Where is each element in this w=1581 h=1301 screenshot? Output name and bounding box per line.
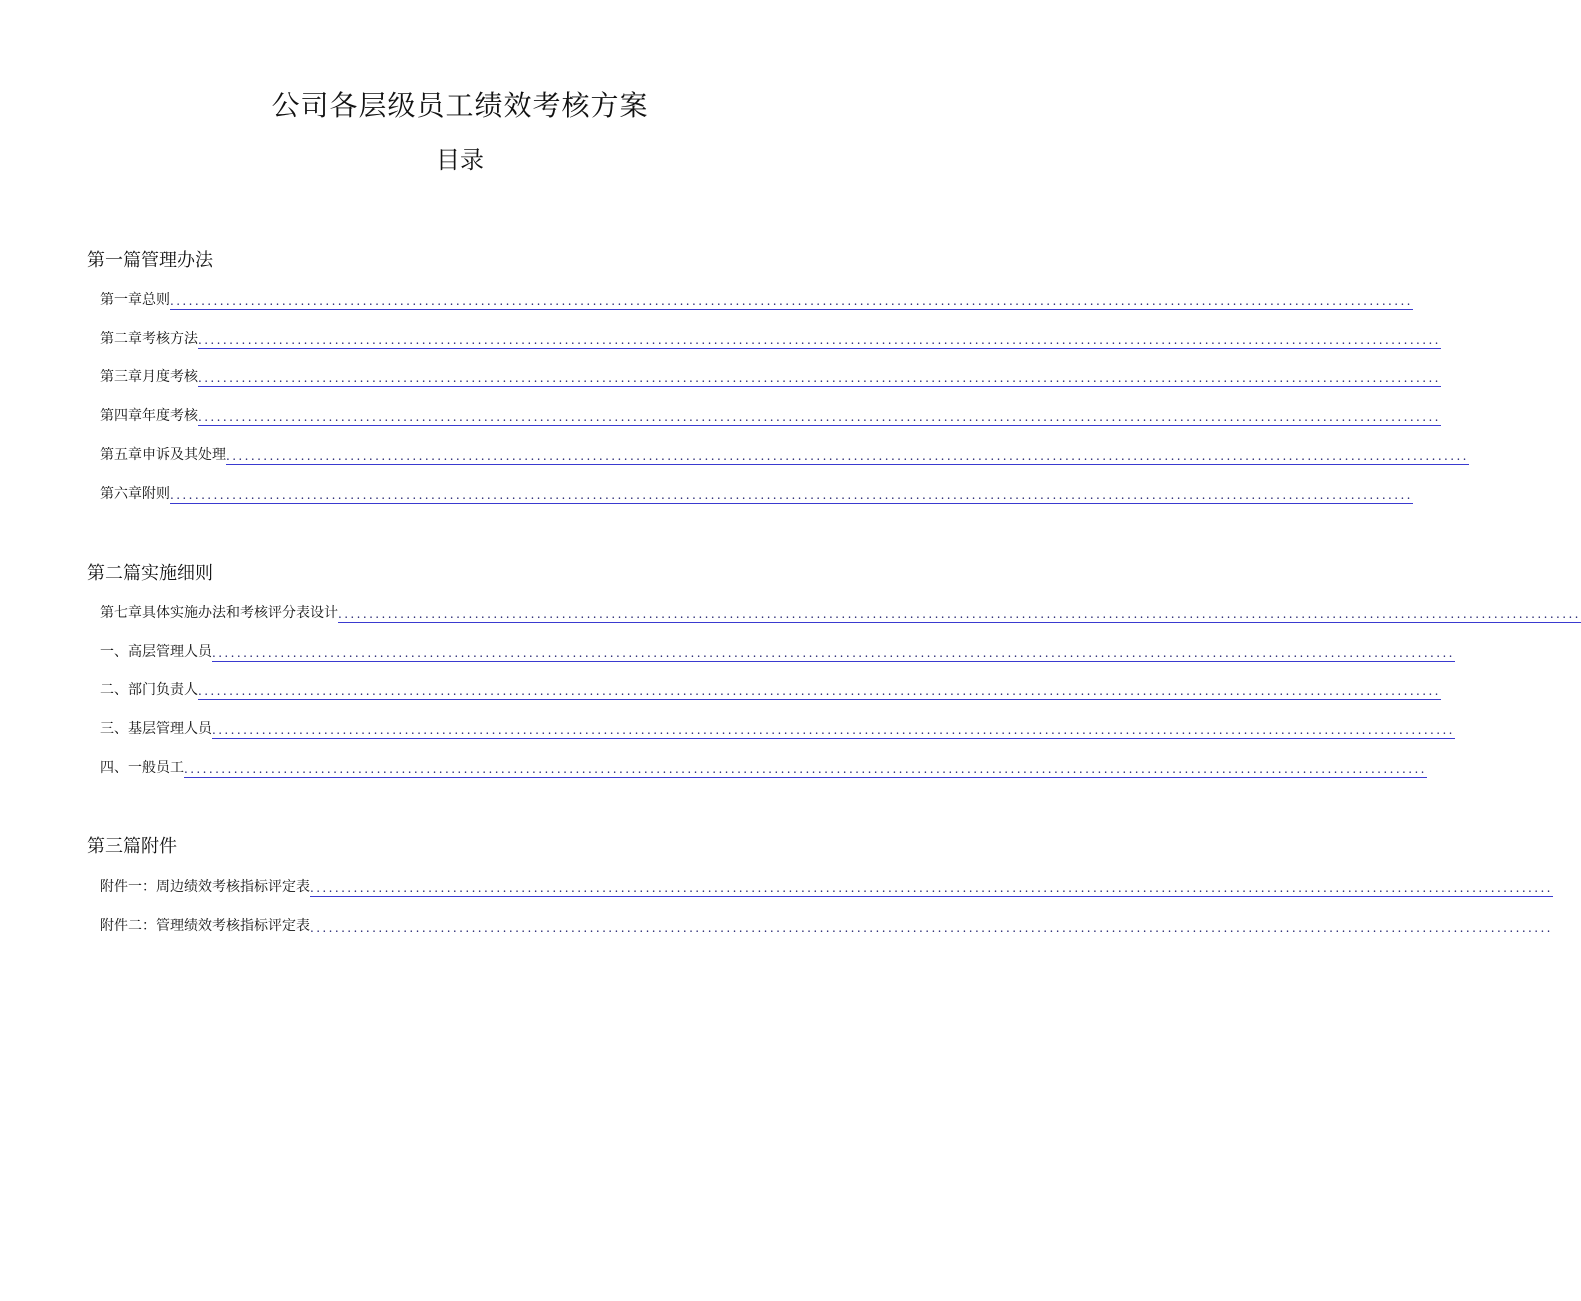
toc-entry[interactable] xyxy=(100,484,1413,504)
toc-entry[interactable] xyxy=(100,367,1441,387)
toc-entry-label: 第三章月度考核 xyxy=(100,369,198,385)
toc-entry-label: 附件二：管理绩效考核指标评定表 xyxy=(100,918,310,934)
toc-entry[interactable] xyxy=(100,329,1441,349)
toc-entry-label: 第六章附则 xyxy=(100,486,170,502)
toc-entry[interactable] xyxy=(100,642,1455,662)
toc-entry-label: 第二章考核方法 xyxy=(100,331,198,347)
toc-entry xyxy=(100,916,1553,936)
toc-entry[interactable] xyxy=(100,719,1455,739)
dot-leader: ........................................................................................................................................................................................................ xyxy=(198,410,1441,424)
toc-entry[interactable] xyxy=(100,680,1441,700)
toc-entry-label: 二、部门负责人 xyxy=(100,682,198,698)
document-title: 公司各层级员工绩效考核方案 xyxy=(271,89,649,122)
dot-leader: ........................................................................................................................................................................................................ xyxy=(310,881,1553,895)
toc-entry-label: 三、基层管理人员 xyxy=(100,721,212,737)
toc-entry-label: 附件一：周边绩效考核指标评定表 xyxy=(100,879,310,895)
toc-entry[interactable] xyxy=(100,406,1441,426)
dot-leader: ........................................................................................................................................................................................................ xyxy=(198,333,1441,347)
dot-leader: ........................................................................................................................................................................................................ xyxy=(184,762,1427,776)
toc-heading: 目录 xyxy=(436,146,484,174)
toc-entry[interactable] xyxy=(100,290,1413,310)
toc-entry[interactable] xyxy=(100,877,1553,897)
toc-entry-label: 一、高层管理人员 xyxy=(100,644,212,660)
toc-entry-label: 第四章年度考核 xyxy=(100,408,198,424)
toc-section-title: 第三篇附件 xyxy=(87,836,177,857)
toc-entry[interactable] xyxy=(100,603,1581,623)
dot-leader: ........................................................................................................................................................................................................ xyxy=(226,449,1469,463)
toc-entry-label: 第一章总则 xyxy=(100,292,170,308)
toc-entry-label: 第五章申诉及其处理 xyxy=(100,447,226,463)
toc-entry[interactable] xyxy=(100,758,1427,778)
dot-leader: ........................................................................................................................................................................................................ xyxy=(198,371,1441,385)
dot-leader: ........................................................................................................................................................................................................ xyxy=(212,646,1455,660)
toc-entry-label: 第七章具体实施办法和考核评分表设计 xyxy=(100,605,338,621)
dot-leader: ........................................................................................................................................................................................................ xyxy=(310,921,1553,935)
toc-section-title: 第一篇管理办法 xyxy=(87,250,213,271)
dot-leader: ........................................................................................................................................................................................................ xyxy=(212,723,1455,737)
toc-section-title: 第二篇实施细则 xyxy=(87,563,213,584)
dot-leader: ........................................................................................................................................................................................................ xyxy=(338,607,1581,621)
dot-leader: ........................................................................................................................................................................................................ xyxy=(170,294,1413,308)
toc-entry[interactable] xyxy=(100,445,1469,465)
toc-entry-label: 四、一般员工 xyxy=(100,760,184,776)
dot-leader: ........................................................................................................................................................................................................ xyxy=(198,684,1441,698)
dot-leader: ........................................................................................................................................................................................................ xyxy=(170,488,1413,502)
